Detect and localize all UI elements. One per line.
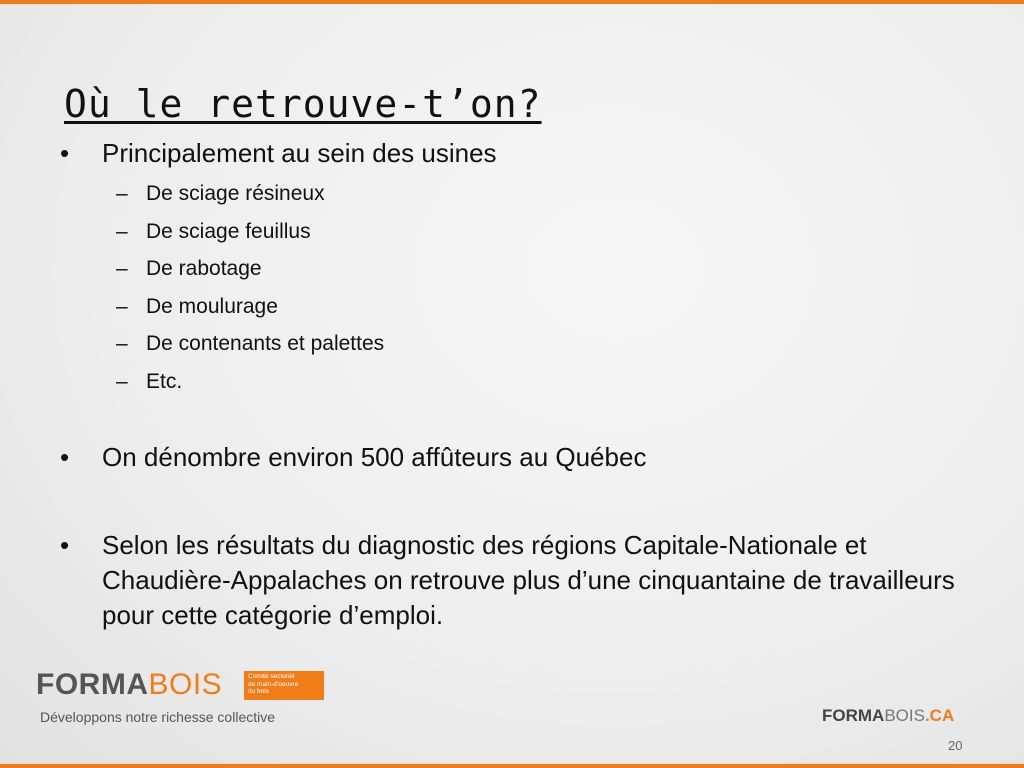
url-text-ca: .CA: [924, 706, 955, 725]
dash-marker: –: [116, 294, 128, 318]
sub-bullet-item: [60, 213, 960, 251]
dash-marker: –: [116, 257, 128, 280]
sub-bullet-text: De moulurage: [146, 294, 278, 318]
dash-marker: –: [116, 369, 128, 393]
badge-line: Comité sectoriel: [248, 673, 295, 680]
bullet-item: [60, 528, 960, 633]
bullet-text: Selon les résultats du diagnostic des régions Capitale-Nationale et Chaudière-Appalaches on retrouve plus d’une cinquantaine de travailleurs pour cette catégorie d’emploi.: [102, 530, 955, 630]
logo-badge: [244, 671, 324, 700]
bullet-text: Principalement au sein des usines: [102, 138, 497, 168]
bullet-text: On dénombre environ 500 affûteurs au Québec: [102, 442, 647, 472]
bottom-accent-bar: [0, 764, 1024, 768]
sub-bullet-list: [60, 175, 960, 400]
sub-bullet-item: [60, 250, 960, 288]
sub-bullet-text: De contenants et palettes: [146, 332, 385, 355]
page-number: 20: [948, 738, 963, 753]
bullet-item: [60, 440, 960, 475]
slide-content: [60, 136, 960, 633]
badge-line: de main-d’oeuvre: [248, 680, 299, 688]
top-accent-bar: [0, 0, 1024, 4]
sub-bullet-text: De rabotage: [146, 257, 262, 280]
sub-bullet-text: Etc.: [146, 369, 183, 393]
formabois-url-logo: [822, 706, 954, 726]
formabois-logo: [36, 668, 336, 728]
bullet-marker: •: [60, 530, 70, 560]
sub-bullet-text: De sciage résineux: [146, 182, 325, 205]
logo-text-bois: BOIS: [148, 668, 223, 701]
url-text-forma: FORMA: [822, 706, 885, 725]
sub-bullet-item: [60, 363, 960, 401]
logo-text-forma: FORMA: [36, 668, 149, 701]
bullet-marker: •: [60, 138, 70, 168]
bullet-marker: •: [60, 442, 70, 472]
slide-title: Où le retrouve-t’on?: [64, 82, 542, 126]
dash-marker: –: [116, 332, 128, 355]
bullet-item: [60, 136, 960, 171]
logo-tagline: Développons notre richesse collective: [40, 709, 276, 725]
url-text-bois: BOIS: [884, 706, 925, 725]
dash-marker: –: [116, 182, 128, 205]
badge-line: du bois: [248, 688, 269, 695]
sub-bullet-item: [60, 325, 960, 363]
dash-marker: –: [116, 219, 128, 243]
sub-bullet-item: [60, 175, 960, 213]
sub-bullet-item: [60, 288, 960, 326]
logo-wordmark: [36, 668, 222, 702]
sub-bullet-text: De sciage feuillus: [146, 219, 311, 243]
